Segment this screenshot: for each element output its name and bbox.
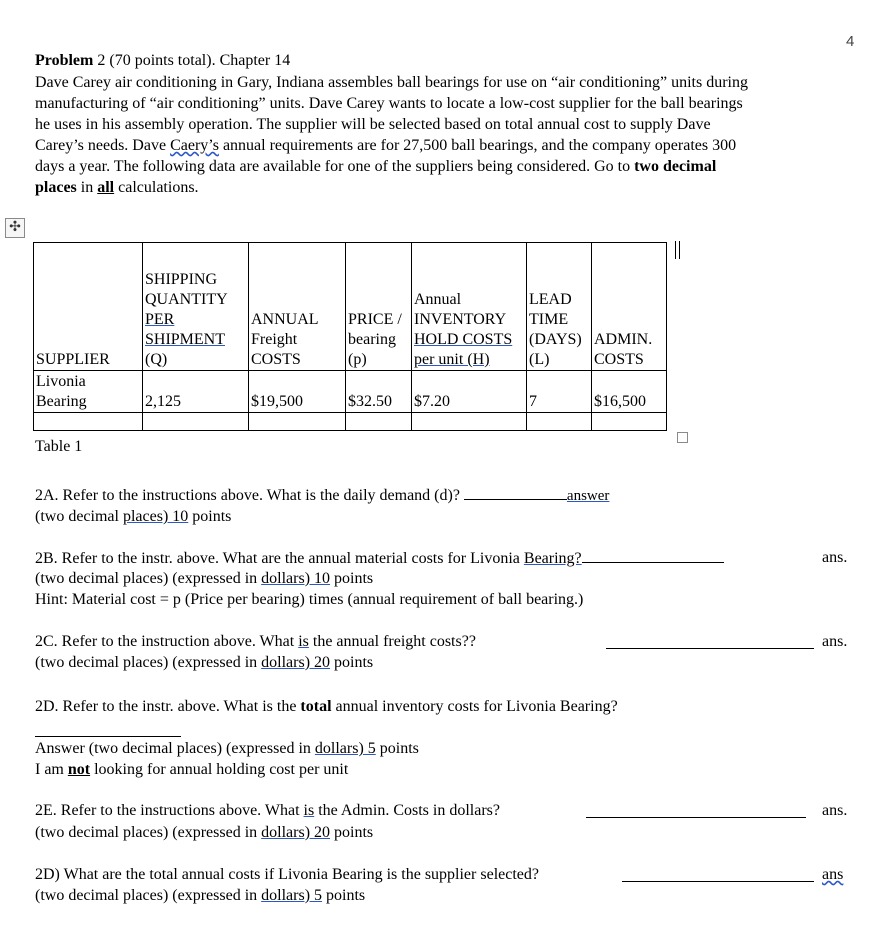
cell-quantity: 2,125: [143, 371, 249, 413]
q2d2-ans-label: ans: [822, 866, 844, 883]
cell-freight: $19,500: [249, 371, 346, 413]
table-caption: Table 1: [35, 438, 83, 455]
cell-admin: $16,500: [592, 371, 667, 413]
q2d-line-1: 2D. Refer to the instr. above. What is the total annual inventory costs for Livonia Bearing?: [35, 698, 618, 715]
table-move-handle[interactable]: ✣: [5, 218, 25, 238]
q2b-hint: Hint: Material cost = p (Price per bearing) times (annual requirement of ball bearing.): [35, 591, 584, 608]
q2e-line-1: 2E. Refer to the instructions above. What is the Admin. Costs in dollars?: [35, 802, 500, 819]
cell-price: $32.50: [346, 371, 412, 413]
q2d-line-3: I am not looking for annual holding cost per unit: [35, 761, 349, 778]
q2c-ans-label: ans.: [822, 633, 848, 650]
supplier-table: [33, 242, 667, 431]
intro-line-2: manufacturing of “air conditioning” units. Dave Carey wants to locate a low-cost supplier for the ball bearings: [35, 95, 743, 112]
q2e-ans-label: ans.: [822, 802, 848, 819]
q2a-answer-field[interactable]: answer: [566, 488, 610, 504]
header-inventory: Annual INVENTORY HOLD COSTS per unit (H): [412, 243, 527, 371]
header-shipping-quantity: SHIPPING QUANTITY PER SHIPMENT (Q): [143, 243, 249, 371]
header-supplier: SUPPLIER: [34, 243, 143, 371]
q2d-answer-field[interactable]: [35, 722, 181, 737]
header-lead-time: LEAD TIME (DAYS) (L): [527, 243, 592, 371]
problem-title: Problem 2 (70 points total). Chapter 14: [35, 52, 291, 69]
q2b-ans-label: ans.: [822, 549, 848, 566]
header-admin: ADMIN. COSTS: [592, 243, 667, 371]
q2c-answer-field[interactable]: [606, 634, 814, 649]
table-resize-handle[interactable]: [677, 432, 688, 443]
q2d-line-2: Answer (two decimal places) (expressed in dollars) 5 points: [35, 740, 419, 757]
intro-line-4: Carey’s needs. Dave Caery’s annual requirements are for 27,500 ball bearings, and the company operates 300: [35, 137, 737, 154]
intro-line-3: he uses in his assembly operation. The supplier will be selected based on total annual cost to supply Dave: [35, 116, 711, 133]
spelling-flag: Caery’s: [170, 137, 219, 154]
q2a-line-1: 2A. Refer to the instructions above. What is the daily demand (d)? answer: [35, 487, 610, 504]
q2c-line-1: 2C. Refer to the instruction above. What is the annual freight costs??: [35, 633, 476, 650]
intro-line-1: Dave Carey air conditioning in Gary, Indiana assembles ball bearings for use on “air conditioning” units during: [35, 74, 748, 91]
cell-lead-time: 7: [527, 371, 592, 413]
intro-line-6: places in all calculations.: [35, 179, 199, 196]
header-price: PRICE / bearing (p): [346, 243, 412, 371]
q2a-line-2: (two decimal places) 10 points: [35, 508, 232, 525]
q2e-answer-field[interactable]: [586, 803, 806, 818]
q2b-line-2: (two decimal places) (expressed in dollars) 10 points: [35, 570, 374, 587]
table-end-marker: [675, 241, 680, 259]
header-freight: ANNUAL Freight COSTS: [249, 243, 346, 371]
cell-hold-cost: $7.20: [412, 371, 527, 413]
q2d2-line-1: 2D) What are the total annual costs if Livonia Bearing is the supplier selected?: [35, 866, 539, 883]
q2b-line-1: 2B. Refer to the instr. above. What are the annual material costs for Livonia Bearing?: [35, 548, 724, 569]
q2d2-line-2: (two decimal places) (expressed in dollars) 5 points: [35, 887, 366, 904]
q2c-line-2: (two decimal places) (expressed in dollars) 20 points: [35, 654, 374, 671]
intro-line-5: days a year. The following data are available for one of the suppliers being considered. Go to two decimal: [35, 158, 717, 175]
q2d2-answer-field[interactable]: [622, 867, 814, 882]
page-number: 4: [846, 33, 855, 50]
q2b-answer-field[interactable]: [582, 548, 724, 563]
q2e-line-2: (two decimal places) (expressed in dollars) 20 points: [35, 824, 374, 841]
cell-supplier: Livonia Bearing: [34, 371, 143, 413]
